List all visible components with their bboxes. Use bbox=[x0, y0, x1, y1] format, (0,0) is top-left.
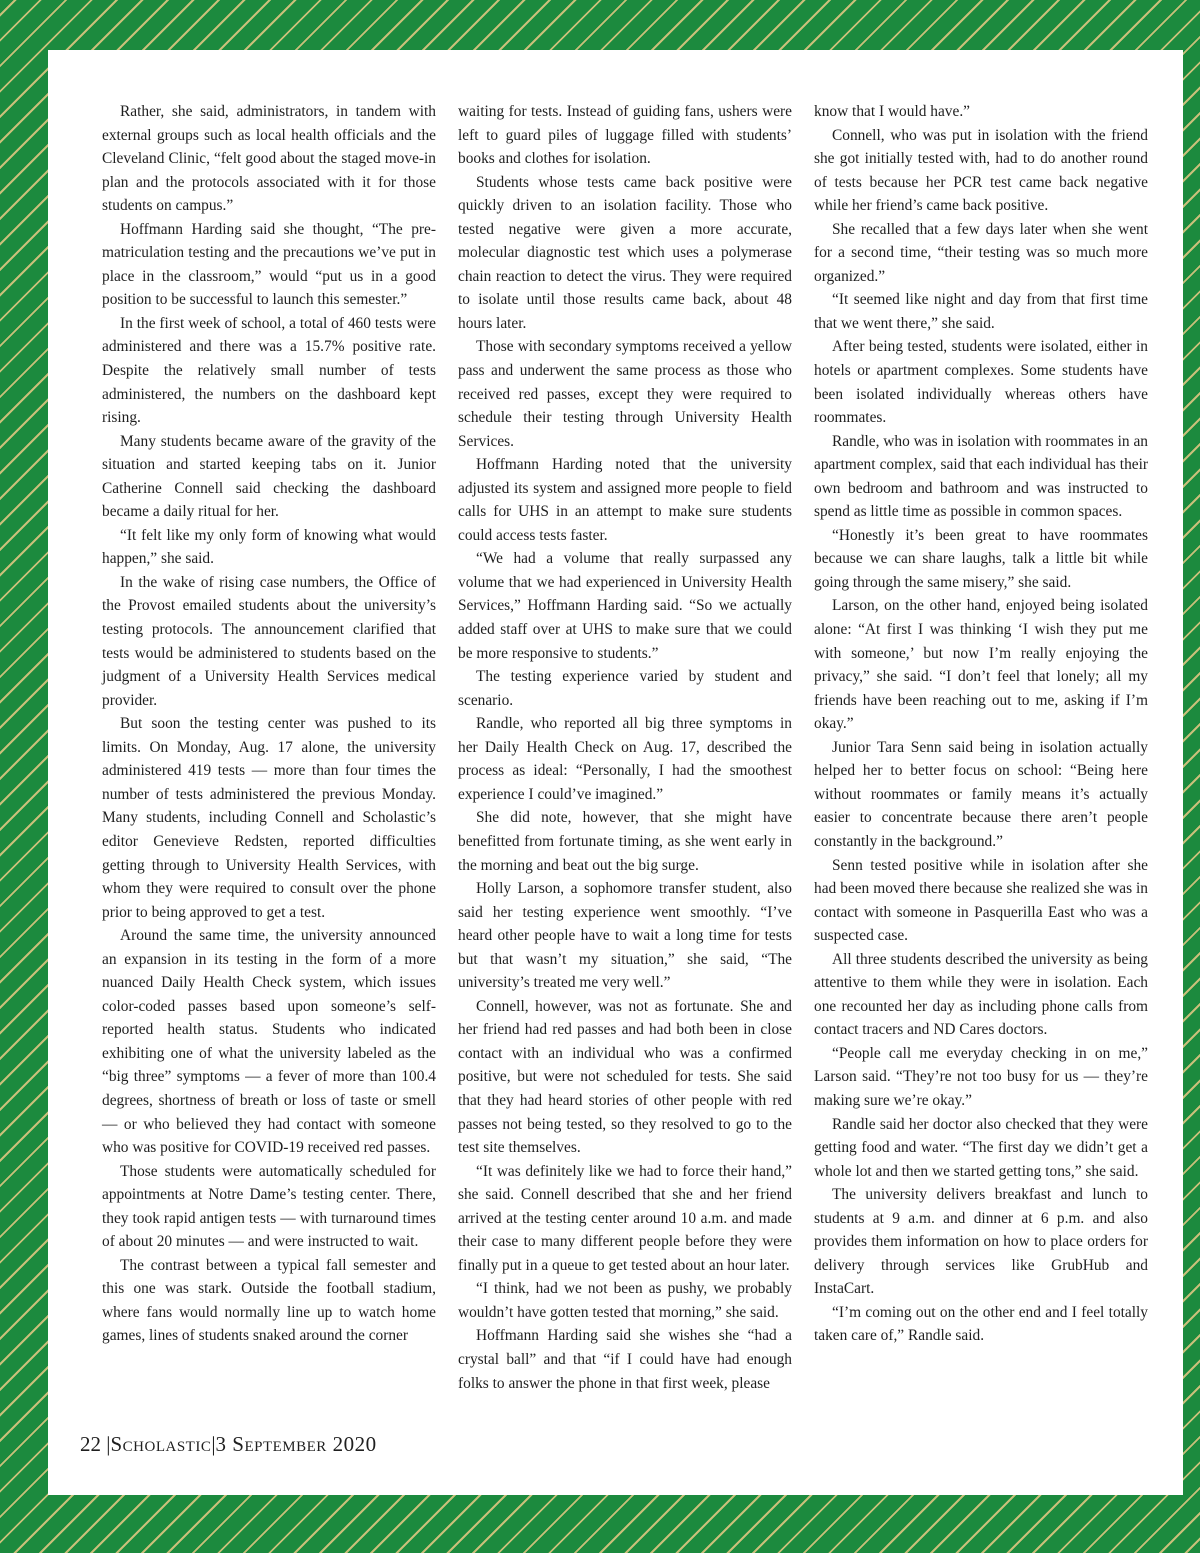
article-paragraph: She recalled that a few days later when she went for a second time, “their testing was so much more organized.” bbox=[814, 220, 1148, 285]
article-paragraph: Connell, however, was not as fortunate. She and her friend had red passes and had both been in close contact with an individual who was a confirmed positive, but were not scheduled for tests. She said that they had heard stories of other people with red passes not being tested, so they resolved to go to the test site themselves. bbox=[458, 997, 792, 1157]
page-number: 22 bbox=[80, 1432, 101, 1456]
issue-date: 3 September 2020 bbox=[215, 1432, 377, 1456]
page-footer bbox=[80, 1432, 377, 1457]
article-paragraph: “I’m coming out on the other end and I feel totally taken care of,” Randle said. bbox=[814, 1303, 1148, 1345]
article-paragraph: “It seemed like night and day from that first time that we went there,” she said. bbox=[814, 291, 1148, 332]
article-paragraph: “Honestly it’s been great to have roommates because we can share laughs, talk a little bit while going through the same misery,” she said. bbox=[814, 526, 1148, 591]
article-paragraph: The contrast between a typical fall semester and this one was stark. Outside the football stadium, where fans would normally line up to watch home games, lines of students snaked around the corner bbox=[102, 1256, 436, 1345]
article-paragraph: Those students were automatically scheduled for appointments at Notre Dame’s testing center. There, they took rapid antigen tests — with turnaround times of about 20 minutes — and were instructed to wait. bbox=[102, 1162, 436, 1251]
article-paragraph: In the first week of school, a total of 460 tests were administered and there was a 15.7% positive rate. Despite the relatively small number of tests administered, the numbers on the dashboard kept rising. bbox=[102, 314, 436, 427]
article-paragraph: “We had a volume that really surpassed any volume that we had experienced in University Health Services,” Hoffmann Harding said. “So we actually added staff over at UHS to make sure that we could be more responsive to students.” bbox=[458, 550, 792, 662]
article-paragraph: Connell, who was put in isolation with the friend she got initially tested with, had to do another round of tests because her PCR test came back negative while her friend’s came back positive. bbox=[814, 126, 1148, 215]
article-paragraph: “People call me everyday checking in on me,” Larson said. “They’re not too busy for us — they’re making sure we’re okay.” bbox=[814, 1044, 1148, 1109]
footer-separator: | bbox=[106, 1432, 111, 1456]
article-paragraph: The testing experience varied by student and scenario. bbox=[458, 668, 792, 709]
article-paragraph: But soon the testing center was pushed to its limits. On Monday, Aug. 17 alone, the university administered 419 tests — more than four times the number of tests administered the previous Monday. Many students, including Connell and Scholastic’s editor Genevieve Redsten, reported difficulties getting through to University Health Services, with whom they were required to consult over the phone prior to being approved to get a test. bbox=[102, 715, 436, 921]
article-paragraph: Randle said her doctor also checked that they were getting food and water. “The first day we didn’t get a whole lot and then we started getting tons,” she said. bbox=[814, 1115, 1148, 1180]
article-column-3 bbox=[814, 100, 1148, 1348]
article-paragraph: Junior Tara Senn said being in isolation actually helped her to better focus on school: “Being here without roommates or family means it’s actually easier to concentrate because there aren’t people constantly in the background.” bbox=[814, 738, 1148, 850]
article-paragraph: Those with secondary symptoms received a yellow pass and underwent the same process as those who received red passes, except they were required to schedule their testing through University Health Services. bbox=[458, 338, 792, 450]
article-paragraph: She did note, however, that she might have benefitted from fortunate timing, as she went early in the morning and beat out the big surge. bbox=[458, 809, 792, 874]
article-paragraph: Larson, on the other hand, enjoyed being isolated alone: “At first I was thinking ‘I wish they put me with someone,’ but now I’m really enjoying the privacy,” she said. “I don’t feel that lonely; all my friends have been reaching out to me, asking if I’m okay.” bbox=[814, 597, 1148, 733]
article-paragraph: Hoffmann Harding said she wishes she “had a crystal ball” and that “if I could have had enough folks to answer the phone in that first week, please bbox=[458, 1327, 792, 1392]
article-column-2 bbox=[458, 100, 792, 1395]
article-paragraph: Rather, she said, administrators, in tandem with external groups such as local health officials and the Cleveland Clinic, “felt good about the staged move-in plan and the protocols associated with it for those students on campus.” bbox=[102, 103, 436, 215]
article-paragraph: All three students described the university as being attentive to them while they were in isolation. Each one recounted her day as including phone calls from contact tracers and ND Cares doctors. bbox=[814, 950, 1148, 1039]
article-column-1 bbox=[102, 100, 436, 1348]
article-paragraph: Many students became aware of the gravity of the situation and started keeping tabs on it. Junior Catherine Connell said checking the dashboard became a daily ritual for her. bbox=[102, 432, 436, 521]
footer-separator: | bbox=[211, 1432, 216, 1456]
article-paragraph: Around the same time, the university announced an expansion in its testing in the form of a more nuanced Daily Health Check system, which issues color-coded passes based upon someone’s self-reported health status. Students who indicated exhibiting one of what the university labeled as the “big three” symptoms — a fever of more than 100.4 degrees, shortness of breath or loss of taste or smell — or who believed they had contact with someone who was positive for COVID-19 received red passes. bbox=[102, 927, 436, 1157]
article-paragraph: know that I would have.” bbox=[814, 103, 971, 120]
article-paragraph: Senn tested positive while in isolation after she had been moved there because she realized she was in contact with someone in Pasquerilla East who was a suspected case. bbox=[814, 856, 1148, 945]
publication-name: Scholastic bbox=[110, 1432, 212, 1456]
article-paragraph: Holly Larson, a sophomore transfer student, also said her testing experience went smoothly. “I’ve heard other people have to wait a long time for tests but that wasn’t my situation,” she said, “The university’s treated me very well.” bbox=[458, 880, 792, 992]
article-paragraph: Randle, who reported all big three symptoms in her Daily Health Check on Aug. 17, described the process as ideal: “Personally, I had the smoothest experience I could’ve imagined.” bbox=[458, 715, 792, 803]
article-paragraph: Hoffmann Harding noted that the university adjusted its system and assigned more people to field calls for UHS in an attempt to make sure students could access tests faster. bbox=[458, 456, 792, 544]
article-paragraph: In the wake of rising case numbers, the Office of the Provost emailed students about the university’s testing protocols. The announcement clarified that tests would be administered to students based on the judgment of a University Health Services medical provider. bbox=[102, 573, 436, 709]
article-paragraph: Hoffmann Harding said she thought, “The pre-matriculation testing and the precautions we’ve put in place in the classroom,” would “put us in a good position to be successful to launch this semester.” bbox=[102, 220, 436, 309]
article-paragraph: Students whose tests came back positive were quickly driven to an isolation facility. Those who tested negative were given a more accurate, molecular diagnostic test which uses a polymerase chain reaction to detect the virus. They were required to isolate until those results came back, about 48 hours later. bbox=[458, 173, 792, 332]
article-paragraph: “It was definitely like we had to force their hand,” she said. Connell described that she and her friend arrived at the testing center around 10 a.m. and made their case to many different people before they were finally put in a queue to get tested about an hour later. bbox=[458, 1162, 792, 1274]
article-paragraph: waiting for tests. Instead of guiding fans, ushers were left to guard piles of luggage filled with students’ books and clothes for isolation. bbox=[458, 103, 792, 168]
article-paragraph: The university delivers breakfast and lunch to students at 9 a.m. and dinner at 6 p.m. and also provides them information on how to place orders for delivery through services like GrubHub and InstaCart. bbox=[814, 1186, 1148, 1298]
article-paragraph: After being tested, students were isolated, either in hotels or apartment complexes. Some students have been isolated individually whereas others have roommates. bbox=[814, 338, 1148, 427]
article-paragraph: “It felt like my only form of knowing what would happen,” she said. bbox=[102, 526, 436, 568]
article-paragraph: “I think, had we not been as pushy, we probably wouldn’t have gotten tested that morning,” she said. bbox=[458, 1280, 792, 1321]
article-paragraph: Randle, who was in isolation with roommates in an apartment complex, said that each individual has their own bedroom and bathroom and was instructed to spend as little time as possible in common spaces. bbox=[814, 432, 1148, 521]
